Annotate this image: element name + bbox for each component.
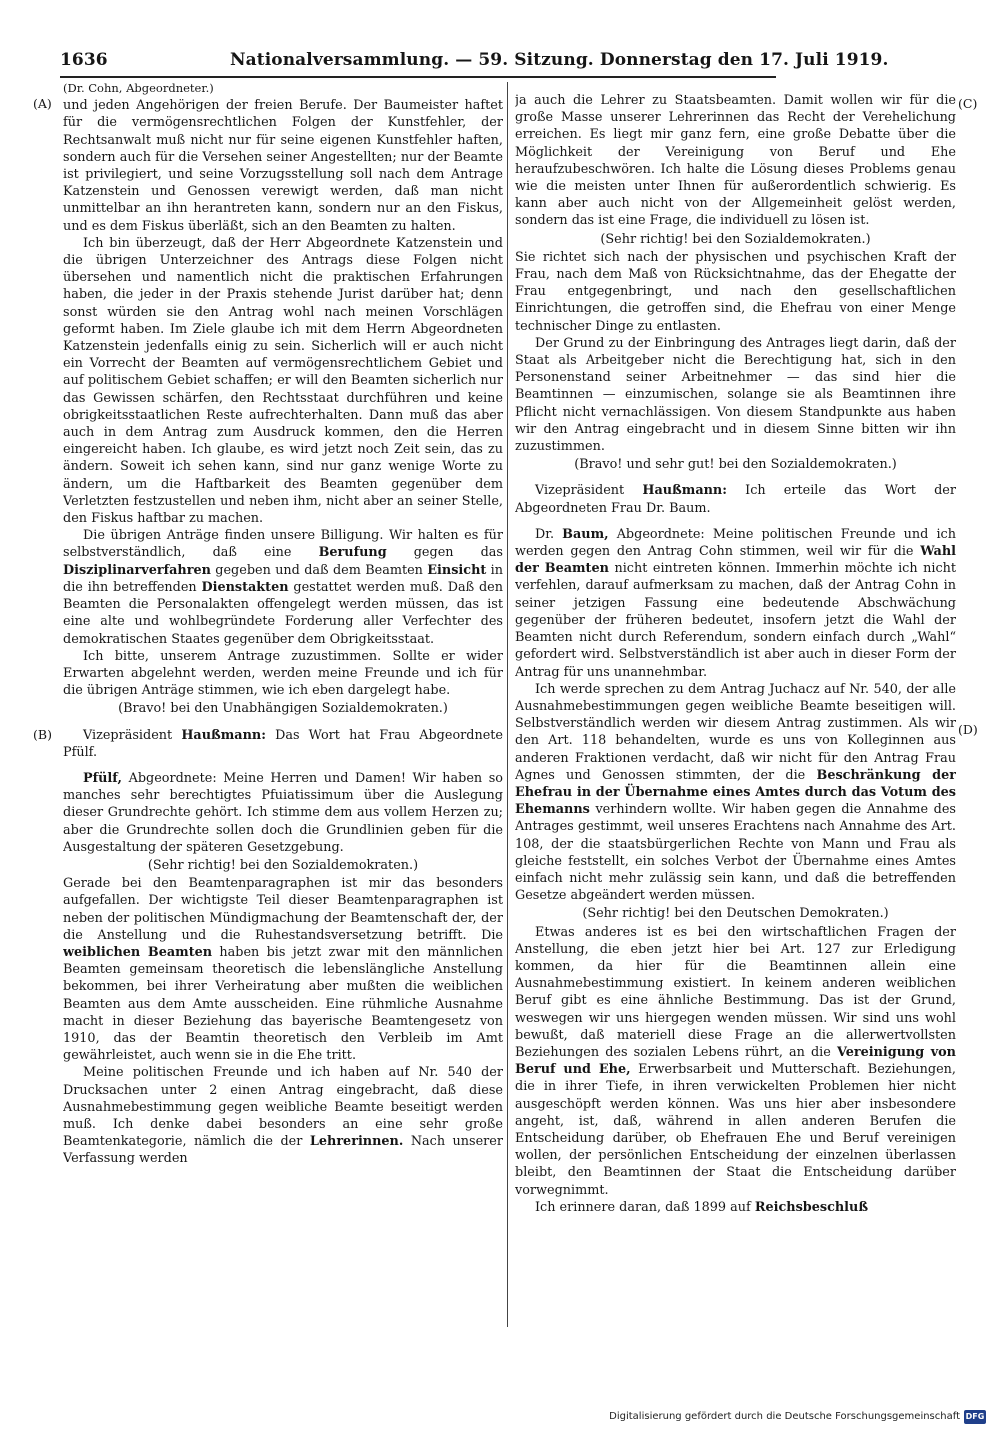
footer-text: Digitalisierung gefördert durch die Deutsche Forschungsgemeinschaft	[609, 1411, 960, 1422]
emphasis: Dienstakten	[201, 579, 289, 595]
emphasis: Vereinigung von Beruf und Ehe,	[515, 1044, 956, 1078]
paragraph: und jeden Angehörigen der freien Berufe. Der Baumeister haftet für die vermögensrechtlichen Folgen der Kunstfehler, der Rechtsanwalt muß nicht nur für seine eigenen Kunstfehler haften, sondern auch für die Versehen seiner Angestellten; nur der Beamte ist privilegiert, und seine Vorzugsstellung soll nach dem Antrage Katzenstein und Genossen verewigt werden, daß man nicht unmittelbar an ihn herantreten kann, sondern nur an den Fiskus, und es dem Fiskus überläßt, sich an den Beamten zu halten.	[63, 98, 503, 234]
text-run: Ich erteile das Wort der Abgeordneten Frau Dr. Baum.	[515, 483, 956, 516]
text-run: nicht eintreten können. Immerhin möchte ich nicht verfehlen, darauf aufmerksam zu machen, daß der Antrag Cohn in seiner jetzigen Fassung eine bedeutende Abschwächung gegenüber der früheren bedeutet, insofern jetzt die Wahl der Beamten nicht durch Referendum, sondern einfach durch „Wahl“ gefordert wird. Selbstverständlich ist aber auch in dieser Form der Antrag für uns unannehmbar.	[515, 561, 956, 680]
right-column	[515, 92, 956, 1342]
speaker-name: Haußmann:	[642, 483, 727, 499]
text-run: Ich werde sprechen zu dem Antrag Juchacz auf Nr. 540, der alle Ausnahmebestimmungen gegen weibliche Beamte beseitigen will. Selbstverständlich werden wir diesem Antrag zustimmen. Als wir den Art. 118 behandelten, wurde es uns von Kolleginnen aus anderen Fraktionen verdacht, daß wir nicht für den Antrag Frau Agnes und Genossen stimmten, der die	[515, 681, 956, 783]
text-run: verhindern wollte. Wir haben gegen die Annahme des Antrages gestimmt, weil unseres Erachtens nach Annahme des Art. 108, der die staatsbürgerlichen Rechte von Mann und Frau als gleiche feststellt, ein solches Verbot der Übernahme eines Amtes einfach nicht mehr zulässig sein kann, und daß die betreffenden Gesetze abgeändert werden müssen.	[515, 802, 956, 904]
text-run: in die ihn betreffenden	[63, 562, 503, 595]
reaction: (Sehr richtig! bei den Sozialdemokraten.)	[147, 857, 419, 873]
text-run: Etwas anderes ist es bei den wirtschaftlichen Fragen der Anstellung, die eben jetzt hier bei Art. 127 zur Erledigung kommen, da hier für die Beamtinnen allein eine Ausnahmebestimmung existiert. In keinem anderen weiblichen Beruf gibt es eine ähnliche Bestimmung. Das ist der Grund, weswegen wir uns hiergegen wenden müssen. Wir sind uns wohl bewußt, daß materiell diese Frage an die allerwertvollsten Beziehungen des sozialen Lebens rührt, an die	[515, 924, 956, 1060]
running-title: Nationalversammlung. — 59. Sitzung. Donnerstag den 17. Juli 1919.	[230, 50, 889, 70]
left-column	[63, 80, 503, 1330]
text-run: Abgeordnete: Meine Herren und Damen! Wir haben so manches sehr berechtigtes Pfuiatissimum über die Auslegung dieser Grundrechte gehört. Ich stimme dem aus vollem Herzen zu; aber die Grundrechte sollen doch die Grundlinien geben für die Ausgestaltung der späteren Gesetzgebung.	[63, 770, 503, 855]
paragraph	[63, 1064, 503, 1167]
speaker-name: Haußmann:	[181, 727, 266, 743]
emphasis: Wahl der Beamten	[515, 544, 956, 577]
paragraph: Der Grund zu der Einbringung des Antrages liegt darin, daß der Staat als Arbeitgeber nicht die Berechtigung hat, sich in den Personenstand seiner Arbeitnehmer — das sind hier die Beamtinnen — einzumischen, solange sie als Beamtinnen ihre Pflicht nicht vernachlässigen. Von diesem Standpunkte aus haben wir den Antrag eingebracht und in diesem Sinne bitten wir ihn zuzustimmen.	[515, 335, 956, 455]
paragraph	[515, 1199, 956, 1216]
margin-mark-d: (D)	[958, 722, 978, 737]
speaker-line	[515, 482, 956, 516]
speaker-line	[515, 526, 956, 681]
text-run: Abgeordnete: Meine politischen Freunde und ich werden gegen den Antrag Cohn stimmen, weil wir für die	[515, 526, 956, 560]
paragraph	[515, 681, 956, 905]
emphasis: Disziplinarverfahren	[63, 562, 211, 578]
text-run: Erwerbsarbeit und Mutterschaft. Beziehungen, die in ihrer Tiefe, in ihren verwickelten Problemen hier nicht ausgeschöpft werden können. Was uns hier aber insbesondere angeht, ist, daß, während in allen anderen Berufen die Entscheidung darüber, ob Ehefrauen Ehe und Beruf vereinigen wollen, der persönlichen Entscheidung der einzelnen überlassen bleibt, den Beamtinnen der Staat die Entscheidung darüber vorwegnimmt.	[515, 1062, 956, 1198]
speaker-line	[63, 727, 503, 761]
text-run: gegeben und daß dem Beamten	[215, 562, 423, 578]
margin-mark-a: (A)	[33, 96, 52, 111]
margin-mark-b: (B)	[33, 727, 52, 742]
reaction: (Bravo! und sehr gut! bei den Sozialdemokraten.)	[574, 457, 897, 473]
emphasis: Lehrerinnen.	[309, 1134, 404, 1150]
paragraph: ja auch die Lehrer zu Staatsbeamten. Damit wollen wir für die große Masse unserer Lehrerinnen das Recht der Verehelichung erreichen. Es liegt mir ganz fern, eine große Debatte über die Möglichkeit der Vereinigung von Beruf und Ehe heraufzubeschwören. Ich halte die Lösung dieses Problems genau wie die meisten unter Ihnen für außerordentlich schwierig. Es kann aber auch nicht von der Allgemeinheit gelöst werden, sondern das ist eine Frage, die individuell zu lösen ist.	[515, 93, 956, 229]
paragraph	[63, 875, 503, 1064]
margin-mark-c: (C)	[958, 96, 978, 111]
speaker-role: Vizepräsident	[83, 727, 173, 743]
text-run: gegen das	[413, 545, 503, 561]
speaker-name: Baum,	[562, 526, 609, 542]
paragraph: Ich bin überzeugt, daß der Herr Abgeordnete Katzenstein und die übrigen Unterzeichner des Antrags diese Folgen nicht übersehen und namentlich nicht die praktischen Erfahrungen haben, die jeder in der Praxis stehende Jurist darüber hat; denn sonst würden sie den Antrag wohl nach meinen Vorschlägen geformt haben. Im Ziele glaube ich mit dem Herrn Abgeordneten Katzenstein jedenfalls einig zu sein. Sicherlich will er auch nicht ein Vorrecht der Beamten auf vermögensrechtlichem Gebiet und auf politischem Gebiet schaffen; er will den Beamten sicherlich nur das Gewissen schärfen, den Rechtsstaat durchführen und keine obrigkeitsstaatlichen Reste aufrechterhalten. Dann muß das aber auch in dem Antrag zum Ausdruck kommen, den die Herren eingereicht haben. Ich glaube, es wird jetzt noch Zeit sein, das zu ändern. Soweit ich sehen kann, sind nur ganz wenige Worte zu ändern, um die Haftbarkeit des Beamten gegenüber dem Verletzten festzustellen und neben ihm, nicht aber an seiner Stelle, den Fiskus haftbar zu machen.	[63, 235, 503, 527]
speaker-name: Pfülf,	[83, 770, 122, 786]
footer-credit	[600, 1410, 990, 1426]
reaction: (Bravo! bei den Unabhängigen Sozialdemokraten.)	[118, 701, 448, 717]
speaker-line	[63, 770, 503, 856]
page-number: 1636	[60, 50, 108, 70]
dfg-logo-icon: DFG	[964, 1410, 986, 1424]
text-run: Ich erinnere daran, daß 1899 auf	[535, 1199, 751, 1215]
paragraph: Ich bitte, unserem Antrage zuzustimmen. Sollte er wider Erwarten abgelehnt werden, werden meine Freunde und ich für die übrigen Anträge stimmen, wie ich eben dargelegt habe.	[63, 648, 503, 699]
speaker-role: Vizepräsident	[535, 483, 625, 499]
speaker-tag: (Dr. Cohn, Abgeordneter.)	[63, 81, 214, 95]
reaction: (Sehr richtig! bei den Deutschen Demokraten.)	[582, 906, 889, 922]
text-run: gestattet werden muß. Daß den Beamten die Personalakten offengelegt werden müssen, das ist eine alte und wohlbegründete Forderung aller Verfechter des demokratischen Staates gegenüber dem Obrigkeitsstaat.	[63, 579, 503, 647]
emphasis: Reichsbeschluß	[754, 1199, 869, 1215]
paragraph	[515, 924, 956, 1199]
text-run: Die übrigen Anträge finden unsere Billigung. Wir halten es für selbstverständlich, daß eine	[63, 528, 503, 561]
emphasis: Berufung	[318, 545, 387, 561]
text-run: Gerade bei den Beamtenparagraphen ist mir das besonders aufgefallen. Der wichtigste Teil dieser Beamtenparagraphen ist neben der politischen Mündigmachung der Beamtenschaft der, der die Anstellung und die Ruhestandsversetzung betrifft. Die	[63, 876, 503, 943]
emphasis: weiblichen Beamten	[63, 944, 213, 960]
text-run: Nach unserer Verfassung werden	[63, 1134, 503, 1167]
text-run: Das Wort hat Frau Abgeordnete Pfülf.	[63, 727, 503, 760]
emphasis: Beschränkung der Ehefrau in der Übernahme eines Amtes durch das Votum des Ehemanns	[515, 767, 956, 818]
page-header	[60, 44, 889, 78]
emphasis: Einsicht	[427, 562, 487, 578]
text-run: Meine politischen Freunde und ich haben auf Nr. 540 der Drucksachen unter 2 einen Antrag eingebracht, daß diese Ausnahmebestimmung gegen weibliche Beamte beseitigt werden muß. Ich denke dabei besonders an eine sehr große Beamtenkategorie, nämlich die der	[63, 1065, 503, 1150]
paragraph	[63, 527, 503, 647]
column-divider	[507, 82, 508, 1327]
text-run: Dr.	[535, 526, 555, 542]
text-run: haben bis jetzt zwar mit den männlichen Beamten gemeinsam theoretisch die lebenslängliche Anstellung bekommen, bei ihrer Verheiratung aber mußten die weiblichen Beamten aus dem Amte ausscheiden. Eine rühmliche Ausnahme macht in dieser Beziehung das bayerische Beamtengesetz von 1910, das der Beamtin theoretisch den Verbleib im Amt gewährleistet, auch wenn sie in die Ehe tritt.	[63, 944, 503, 1064]
paragraph: Sie richtet sich nach der physischen und psychischen Kraft der Frau, nach dem Maß von Rücksichtnahme, das der Ehegatte der Frau entgegenbringt, und nach den gesellschaftlichen Einrichtungen, die getroffen sind, die Ehefrau von einer Menge technischer Dinge zu entlasten.	[515, 249, 956, 334]
reaction: (Sehr richtig! bei den Sozialdemokraten.)	[600, 231, 871, 247]
